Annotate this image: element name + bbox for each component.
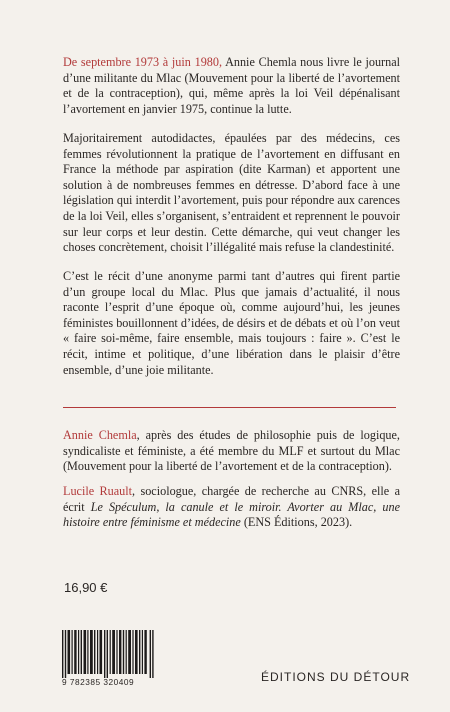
description-paragraph: Majoritairement autodidactes, épaulées par des médecins, ces femmes révolutionnent la pratique de l’avortement en diffusant en France la méthode par aspiration (dite Karman) et apportent une solution à de nombreuses femmes en détresse. D’abord face à une législation qui interdit l’avortement, puis pour répondre aux carences de la loi Veil, elles s’organisent, s’entraident et reprennent le pouvoir sur leur corps et leur destin. Cette démarche, qui veut changer les choses concrètement, choisit l’illégalité mais refuse la clandestinité. bbox=[63, 131, 400, 255]
coauthor-bio-text-b: (ENS Éditions, 2023). bbox=[240, 515, 353, 530]
intro-text: Annie Chemla nous livre le journal d’une militante du Mlac (Mouvement pour la liberté de l’avortement et de la contraception), qui, même après la loi Veil dépénalisant l’avortement en janvier 1975, continue la lutte. bbox=[63, 55, 400, 116]
author-bio bbox=[63, 428, 400, 475]
coauthor-bio-text-a: , sociologue, chargée de recherche au CNRS, elle a écrit bbox=[63, 484, 400, 514]
author-bio-text: , après des études de philosophie puis de logique, syndicaliste et féministe, a été membre du MLF et surtout du Mlac (Mouvement pour la liberté de l’avortement et de la contraception). bbox=[63, 428, 400, 474]
price-label: 16,90 € bbox=[64, 580, 108, 595]
barcode-icon bbox=[62, 630, 154, 678]
intro-lead: De septembre 1973 à juin 1980, bbox=[63, 55, 223, 69]
coauthor-book-title: Le Spéculum, la canule et le miroir. Avorter au Mlac, une histoire entre féminisme et médecine bbox=[63, 499, 400, 530]
barcode-number: 9 782385 320409 bbox=[62, 677, 135, 687]
coauthor-bio bbox=[63, 484, 400, 531]
publisher-name: ÉDITIONS DU DÉTOUR bbox=[261, 670, 411, 684]
narrative-paragraph: C’est le récit d’une anonyme parmi tant d’autres qui firent partie d’un groupe local du Mlac. Plus que jamais d’actualité, il nous raconte l’esprit d’une époque où, comme aujourd’hui, les jeunes féministes bouillonnent d’idées, de désirs et de débats et où l’on veut « faire soi-même, faire ensemble, mais toujours : faire ». C’est le récit, intime et politique, d’une libération dans le plaisir d’être ensemble, d’une joie militante. bbox=[63, 269, 400, 377]
intro-paragraph bbox=[63, 55, 400, 117]
coauthor-name: Lucile Ruault bbox=[63, 484, 133, 498]
section-divider bbox=[63, 407, 396, 408]
author-name: Annie Chemla bbox=[63, 428, 137, 442]
